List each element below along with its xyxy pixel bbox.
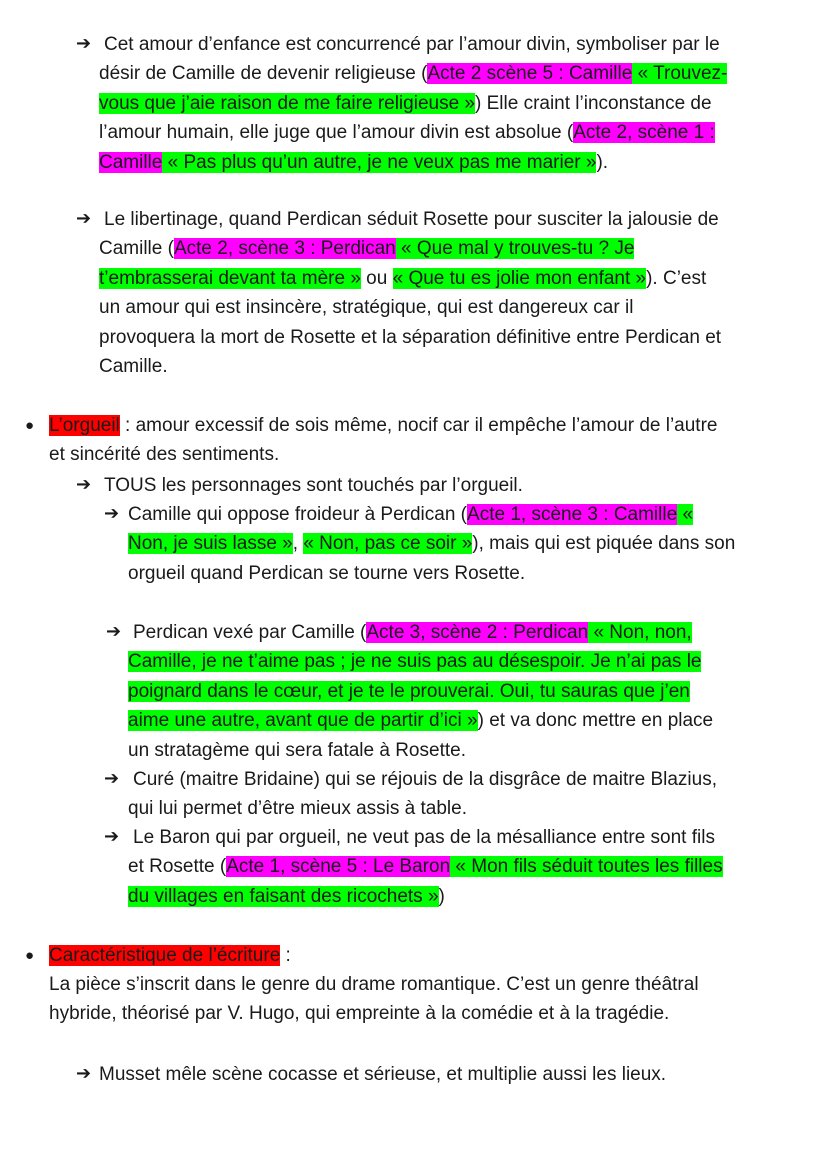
section-keyword: L’orgueil xyxy=(49,415,120,436)
text: : xyxy=(280,945,291,966)
section-keyword: Caractéristique de l’écriture xyxy=(49,945,281,966)
bullet-dot-icon: ● xyxy=(25,947,35,964)
paragraph-orgueil xyxy=(49,411,729,470)
quotation: « Trouvez-vous que j’aie raison de me faire religieuse » xyxy=(99,63,728,114)
text: ou xyxy=(360,267,393,289)
text: ) et va donc mettre en place un stratagème qui sera fatale à Rosette. xyxy=(128,710,714,761)
subpoint-musset: Musset mêle scène cocasse et sérieuse, et multiplie aussi les lieux. xyxy=(99,1064,667,1085)
quotation: « Non, non, Camille, je ne t’aime pas ; je ne suis pas au désespoir. Je n’ai pas le poignard dans le cœur, et je te le prouverai. Oui, tu sauras que j’en aime une autre, avant que de partir d’ici » xyxy=(128,622,702,732)
text: Perdican vexé par Camille ( xyxy=(133,622,367,643)
text: Curé (maitre Bridaine) qui se réjouis de la disgrâce de maitre Blazius, qui lui permet d’être mieux assis à table. xyxy=(128,769,717,820)
arrow-right-icon: ➔ xyxy=(104,768,120,789)
quotation: « Que tu es jolie mon enfant » xyxy=(392,267,647,289)
paragraph-libertinage xyxy=(99,205,729,381)
text: Le Baron qui par orgueil, ne veut pas de la mésalliance entre sont fils et Rosette ( xyxy=(128,827,715,878)
act-reference: Acte 2 scène 5 : Camille xyxy=(427,63,633,85)
act-reference: Acte 2, scène 3 : Perdican xyxy=(173,238,396,260)
text: ) Elle craint l’inconstance de l’amour humain, elle juge que l’amour divin est absolue ( xyxy=(99,92,712,144)
paragraph-drame-romantique: La pièce s’inscrit dans le genre du drame romantique. C’est un genre théâtral hybride, théorisé par V. Hugo, qui empreinte à la comédie et à la tragédie. xyxy=(49,974,699,1025)
bullet-dot-icon: ● xyxy=(25,417,35,434)
heading-ecriture xyxy=(49,941,729,970)
arrow-right-icon: ➔ xyxy=(76,33,92,54)
act-reference: Acte 2, scène 1 : Camille xyxy=(99,122,715,173)
arrow-right-icon: ➔ xyxy=(76,1063,92,1084)
subpoint-tous-les-personnages: TOUS les personnages sont touchés par l’orgueil. xyxy=(104,475,523,496)
text: ), mais qui est piquée dans son orgueil quand Perdican se tourne vers Rosette. xyxy=(128,533,736,584)
quotation: « Mon fils séduit toutes les filles du villages en faisant des ricochets » xyxy=(128,856,723,907)
point-cure xyxy=(128,765,728,824)
text: , xyxy=(292,533,304,555)
point-baron xyxy=(128,823,728,911)
point-camille xyxy=(128,500,738,588)
point-perdican xyxy=(128,618,728,765)
quotation: « Que mal y trouves-tu ? Je t’embrasserai devant ta mère » xyxy=(99,238,635,289)
act-reference: Acte 1, scène 5 : Le Baron xyxy=(226,856,451,878)
quotation: « Pas plus qu’un autre, je ne veux pas me marier » xyxy=(162,151,597,173)
text: ) xyxy=(438,885,445,907)
quotation: « Non, pas ce soir » xyxy=(303,533,473,555)
arrow-right-icon: ➔ xyxy=(76,208,92,229)
arrow-right-icon: ➔ xyxy=(76,474,92,495)
text: ). C’est un amour qui est insincère, stratégique, qui est dangereux car il provoquera la mort de Rosette et la séparation définitive entre Perdican et Camille. xyxy=(99,267,722,378)
quotation: « Non, je suis lasse » xyxy=(128,504,694,555)
arrow-right-icon: ➔ xyxy=(104,826,120,847)
act-reference: Acte 3, scène 2 : Perdican xyxy=(366,622,589,643)
paragraph-amour-divin xyxy=(99,30,729,177)
text: Camille qui oppose froideur à Perdican ( xyxy=(128,504,468,525)
text: Le libertinage, quand Perdican séduit Rosette pour susciter la jalousie de Camille ( xyxy=(99,209,719,260)
text: ). xyxy=(596,151,609,173)
arrow-right-icon: ➔ xyxy=(106,621,122,642)
text: : amour excessif de sois même, nocif car il empêche l’amour de l’autre et sincérité des sentiments. xyxy=(49,415,718,466)
text: Cet amour d’enfance est concurrencé par l’amour divin, symboliser par le désir de Camille de devenir religieuse ( xyxy=(99,34,720,85)
arrow-right-icon: ➔ xyxy=(104,503,120,524)
act-reference: Acte 1, scène 3 : Camille xyxy=(467,504,678,525)
